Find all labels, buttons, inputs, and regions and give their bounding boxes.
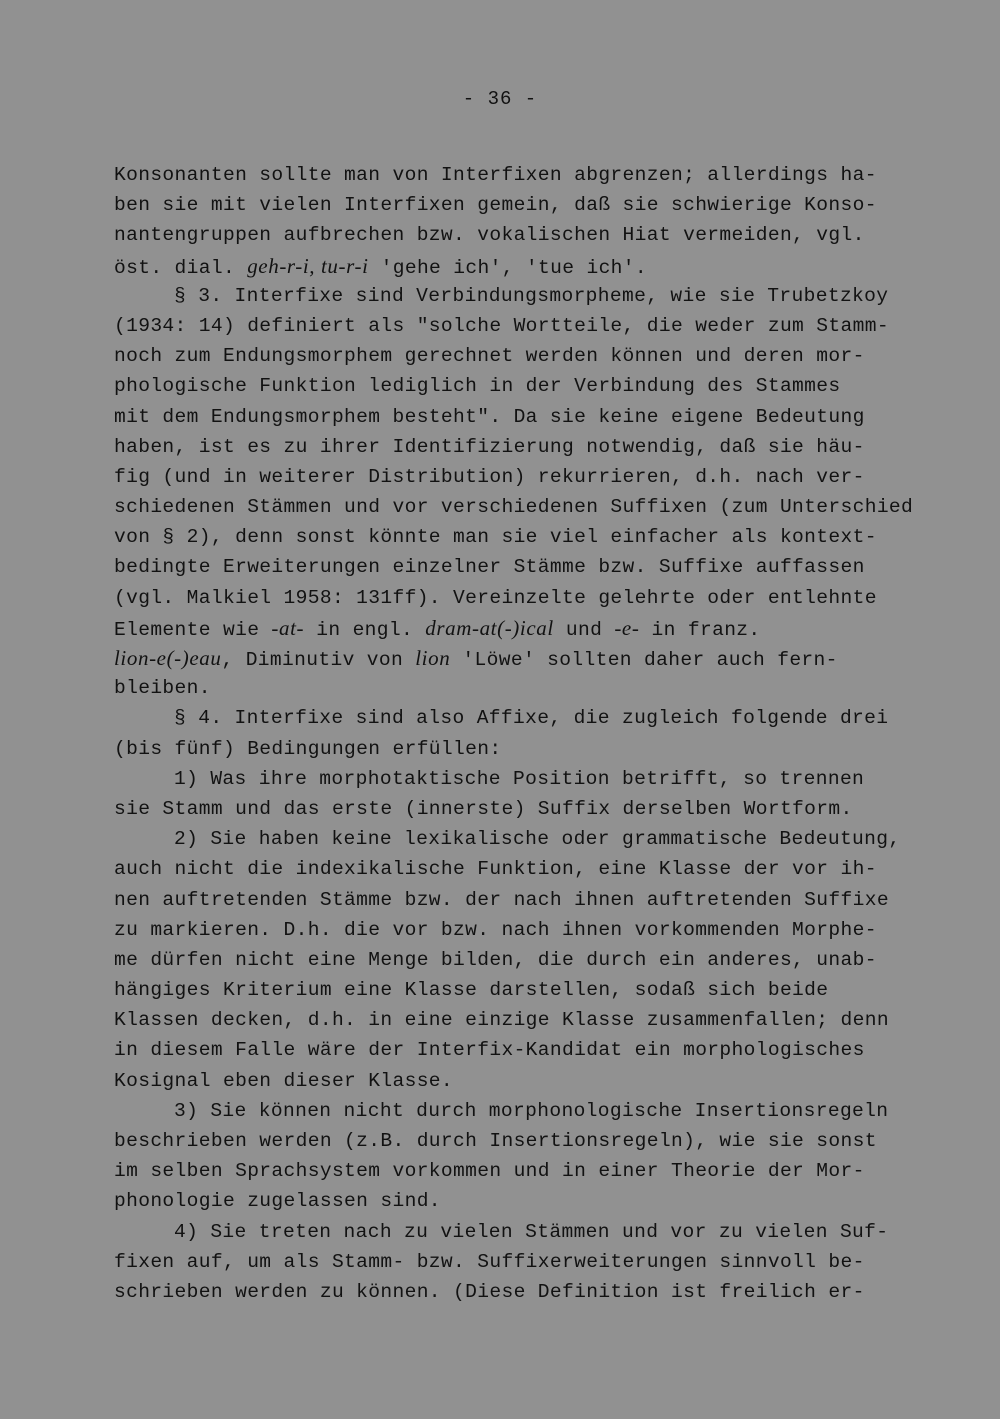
text-segment: nantengruppen aufbrechen bzw. vokalischen Hiat vermeiden, vgl. <box>114 224 865 247</box>
text-segment: auch nicht die indexikalische Funktion, eine Klasse der vor ih- <box>114 858 877 881</box>
text-segment: bleiben. <box>114 677 211 700</box>
text-segment: § 4. Interfixe sind also Affixe, die zugleich folgende drei <box>174 707 889 730</box>
text-segment: phologische Funktion lediglich in der Verbindung des Stammes <box>114 375 841 398</box>
text-segment: schiedenen Stämmen und vor verschiedenen Suffixen (zum Unterschied <box>114 496 914 519</box>
text-segment: haben, ist es zu ihrer Identifizierung notwendig, daß sie häu- <box>114 435 865 458</box>
text-line <box>114 1247 904 1277</box>
text-line <box>114 1217 904 1247</box>
text-segment: Kosignal eben dieser Klasse. <box>114 1069 454 1092</box>
text-segment: beschrieben werden (z.B. durch Insertionsregeln), wie sie sonst <box>114 1130 877 1152</box>
text-line <box>114 824 904 854</box>
text-line <box>114 885 904 915</box>
text-segment: nen auftretenden Stämme bzw. der nach ihnen auftretenden Suffixe <box>114 888 889 911</box>
italic-example: geh-r-i, tu-r-i <box>247 253 369 278</box>
text-segment: (1934: 14) definiert als "solche Wortteile, die weder zum Stamm- <box>114 314 889 337</box>
text-segment: hängiges Kriterium eine Klasse darstellen, sodaß sich beide <box>114 979 829 1002</box>
text-line <box>114 492 914 522</box>
italic-example: -at- <box>271 615 305 640</box>
italic-example: lion-e(-)eau <box>114 646 222 670</box>
text-line <box>114 854 904 884</box>
text-line <box>114 190 904 220</box>
text-segment: fixen auf, um als Stamm- bzw. Suffixerweiterungen sinnvoll be- <box>114 1250 865 1273</box>
text-segment: und <box>553 618 615 641</box>
text-line <box>114 613 904 643</box>
italic-example: -e- <box>614 615 640 640</box>
text-segment: Klassen decken, d.h. in eine einzige Klasse zusammenfallen; denn <box>114 1009 889 1032</box>
text-line <box>114 643 904 673</box>
text-line <box>114 975 904 1005</box>
text-line <box>114 734 904 764</box>
text-segment: phonologie zugelassen sind. <box>114 1190 441 1213</box>
text-line <box>114 1035 904 1065</box>
text-segment: Konsonanten sollte man von Interfixen abgrenzen; allerdings ha- <box>114 164 877 186</box>
text-segment: Elemente wie <box>114 618 272 641</box>
text-line <box>114 281 904 311</box>
text-line <box>114 1186 904 1216</box>
text-line <box>114 432 904 462</box>
text-line <box>114 251 904 281</box>
text-segment: me dürfen nicht eine Menge bilden, die durch ein anderes, unab- <box>114 948 877 971</box>
text-segment: 1) Was ihre morphotaktische Position betrifft, so trennen <box>174 767 865 790</box>
text-line <box>114 402 904 432</box>
text-line <box>114 341 904 371</box>
text-segment: in engl. <box>304 618 426 641</box>
text-segment: ben sie mit vielen Interfixen gemein, daß sie schwierige Konso- <box>114 194 877 217</box>
text-segment: 3) Sie können nicht durch morphonologische Insertionsregeln <box>174 1099 889 1122</box>
text-segment: mit dem Endungsmorphem besteht". Da sie keine eigene Bedeutung <box>114 405 865 428</box>
page-number: - 36 - <box>462 88 538 110</box>
text-line <box>114 764 904 794</box>
italic-example: lion <box>415 646 451 670</box>
text-line <box>114 552 904 582</box>
text-segment: fig (und in weiterer Distribution) rekurrieren, d.h. nach ver- <box>114 465 865 488</box>
text-line <box>114 945 904 975</box>
text-line <box>114 915 904 945</box>
text-line <box>114 160 904 190</box>
text-line <box>114 1156 904 1186</box>
text-segment: 2) Sie haben keine lexikalische oder grammatische Bedeutung, <box>174 828 901 851</box>
text-line <box>114 311 904 341</box>
text-line <box>114 1066 904 1096</box>
text-line <box>114 220 904 250</box>
text-segment: 'gehe ich', 'tue ich'. <box>368 256 648 279</box>
text-line <box>114 583 904 613</box>
text-segment: öst. dial. <box>114 256 248 279</box>
text-segment: 4) Sie treten nach zu vielen Stämmen und vor zu vielen Suf- <box>174 1220 889 1243</box>
body-text <box>114 160 914 1307</box>
text-segment: § 3. Interfixe sind Verbindungsmorpheme, wie sie Trubetzkoy <box>174 284 889 307</box>
text-segment: noch zum Endungsmorphem gerechnet werden können und deren mor- <box>114 345 865 368</box>
text-segment: sie Stamm und das erste (innerste) Suffix derselben Wortform. <box>114 797 853 820</box>
text-segment: (vgl. Malkiel 1958: 131ff). Vereinzelte gelehrte oder entlehnte <box>114 586 877 609</box>
text-segment: schrieben werden zu können. (Diese Definition ist freilich er- <box>114 1280 865 1303</box>
text-line <box>114 1277 904 1307</box>
text-segment: in franz. <box>639 618 761 641</box>
text-line <box>114 1096 904 1126</box>
text-segment: von § 2), denn sonst könnte man sie viel einfacher als kontext- <box>114 526 877 549</box>
text-line <box>114 1005 904 1035</box>
italic-example: dram-at(-)ical <box>425 615 554 640</box>
text-line <box>114 462 904 492</box>
text-segment: (bis fünf) Bedingungen erfüllen: <box>114 737 502 760</box>
text-segment: , Diminutiv von <box>221 649 416 671</box>
text-segment: im selben Sprachsystem vorkommen und in einer Theorie der Mor- <box>114 1160 865 1183</box>
text-segment: in diesem Falle wäre der Interfix-Kandidat ein morphologisches <box>114 1039 865 1062</box>
text-segment: zu markieren. D.h. die vor bzw. nach ihnen vorkommenden Morphe- <box>114 918 877 941</box>
text-line <box>114 522 904 552</box>
text-line <box>114 673 904 703</box>
text-segment: bedingte Erweiterungen einzelner Stämme bzw. Suffixe auffassen <box>114 556 865 579</box>
text-line <box>114 371 904 401</box>
text-line <box>114 1126 904 1156</box>
text-segment: 'Löwe' sollten daher auch fern- <box>450 649 838 671</box>
text-line <box>114 794 904 824</box>
text-line <box>114 703 904 733</box>
